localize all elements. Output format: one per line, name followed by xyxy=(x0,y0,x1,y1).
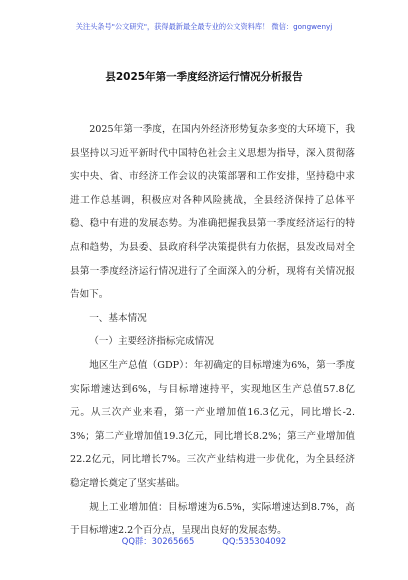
intro-paragraph: 2025年第一季度，在国内外经济形势复杂多变的大环境下，我县坚持以习近平新时代中国特色社会主义思想为指导，深入贯彻落实中央、省、市经济工作会议的决策部署和工作安排，坚持稳中求进工作总基调，积极应对各种风险挑战，全县经济保持了总体平稳、稳中有进的发展态势。为准确把握我县第一季度经济运行的特点和趋势，为县委、县政府科学决策提供有力依据，县发改局对全县第一季度经济运行情况进行了全面深入的分析，现将有关情况报告如下。 xyxy=(70,124,355,301)
promo-footer xyxy=(0,535,408,547)
gdp-paragraph: 地区生产总值（GDP）：年初确定的目标增速为6%，第一季度实际增速达到6%，与目标增速持平，实现地区生产总值57.8亿元。从三次产业来看，第一产业增加值16.3亿元，同比增长-2.3%；第二产业增加值19.3亿元，同比增长8.2%；第三产业增加值22.2亿元，同比增长7%。三次产业结构进一步优化，为全县经济稳定增长奠定了坚实基础。 xyxy=(70,359,355,489)
qq-contact-text: QQ:535304092 xyxy=(222,536,287,546)
section-heading-basic-situation: 一、基本情况 xyxy=(89,312,147,324)
subsection-heading-main-indicators: （一）主要经济指标完成情况 xyxy=(89,336,214,348)
qq-group-text: QQ群：30265665 xyxy=(121,536,195,546)
industry-paragraph: 规上工业增加值：目标增速为6.5%，实际增速达到8.7%，高于目标增速2.2个百分点，呈现出良好的发展态势。 xyxy=(70,501,355,537)
document-title: 县2025年第一季度经济运行情况分析报告 xyxy=(105,71,303,83)
document-body xyxy=(70,118,355,543)
promo-header: 关注头条号"公文研究"，获得最新最全最专业的公文资料库！ 微信：gongwenyj xyxy=(75,22,333,31)
